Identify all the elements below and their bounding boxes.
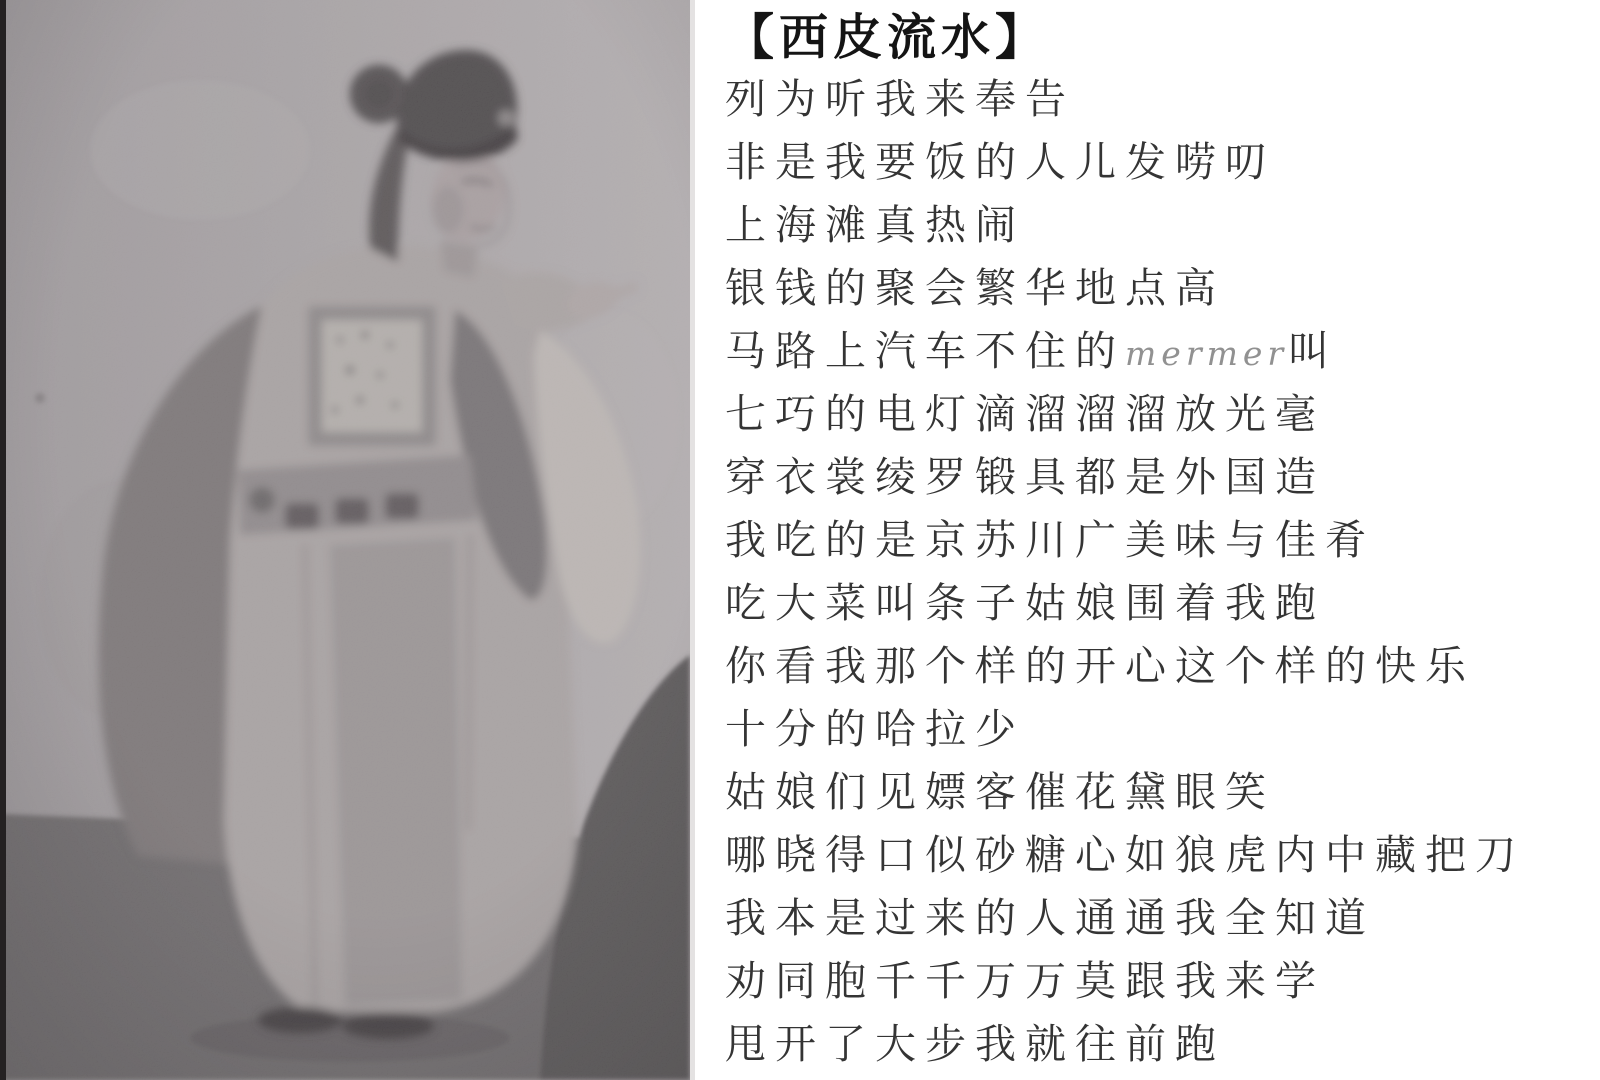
lyric-line — [725, 383, 1592, 446]
lyric-line — [725, 572, 1592, 635]
lyric-line — [725, 194, 1592, 257]
lyric-text: 列为听我来奉告 — [725, 76, 1075, 122]
lyric-line — [725, 131, 1592, 194]
lyric-text: 姑娘们见嫖客催花黛眼笑 — [725, 769, 1275, 815]
lyric-line — [725, 68, 1592, 131]
tune-title: 【西皮流水】 — [725, 10, 1050, 65]
lyric-line — [725, 635, 1592, 698]
lyric-text: 吃大菜叫条子姑娘围着我跑 — [725, 580, 1325, 626]
lyric-line — [725, 320, 1592, 383]
lyric-line — [725, 698, 1592, 761]
lyric-text: 穿衣裳绫罗锻具都是外国造 — [725, 454, 1325, 500]
lyric-text: 七巧的电灯滴溜溜溜放光毫 — [725, 391, 1325, 437]
lyric-line — [725, 446, 1592, 509]
lyric-line — [725, 509, 1592, 572]
lyric-line — [725, 950, 1592, 1013]
lyric-text: 马路上汽车不住的 — [725, 328, 1125, 374]
lyric-text: 你看我那个样的开心这个样的快乐 — [725, 643, 1475, 689]
opera-performer-photo — [0, 0, 690, 1080]
lyric-line — [725, 824, 1592, 887]
photo-illustration — [0, 0, 690, 1080]
frame-edge — [0, 0, 6, 1080]
lyric-text: 劝同胞千千万万莫跟我来学 — [725, 958, 1325, 1004]
lyric-text: 上海滩真热闹 — [725, 202, 1025, 248]
lyric-text: 我吃的是京苏川广美味与佳肴 — [725, 517, 1375, 563]
lyric-line — [725, 761, 1592, 824]
lyric-text: 哪晓得口似砂糖心如狼虎内中藏把刀 — [725, 832, 1525, 878]
lyric-line — [725, 1013, 1592, 1076]
lyric-text: 甩开了大步我就往前跑 — [725, 1021, 1225, 1067]
latin-onomatopoeia: mermer — [1125, 334, 1289, 373]
lyrics-panel — [690, 0, 1600, 1080]
lyric-line — [725, 887, 1592, 950]
lyric-text: 我本是过来的人通通我全知道 — [725, 895, 1375, 941]
lyric-text: 十分的哈拉少 — [725, 706, 1025, 752]
lyric-text: 银钱的聚会繁华地点高 — [725, 265, 1225, 311]
vignette — [0, 0, 690, 1080]
lyric-line — [725, 257, 1592, 320]
lyric-text: 叫 — [1288, 328, 1339, 374]
lyric-text: 非是我要饭的人儿发唠叨 — [725, 139, 1275, 185]
